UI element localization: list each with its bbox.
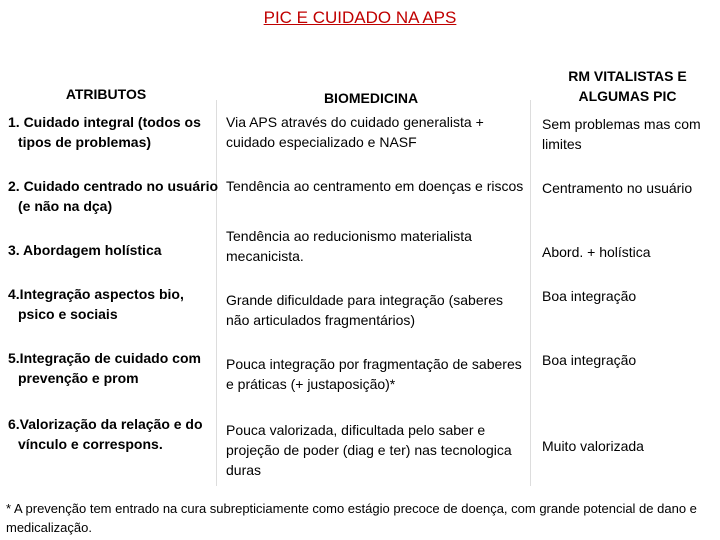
row-5-attribute: 5.Integração de cuidado com prevenção e prom bbox=[8, 350, 201, 386]
row-2-attribute: 2. Cuidado centrado no usuário (e não na dça) bbox=[8, 178, 219, 214]
row-6-attribute: 6.Valorização da relação e do vínculo e correspons. bbox=[8, 416, 203, 452]
row-1-vitalistas: Sem problemas mas com limites bbox=[542, 116, 701, 152]
row-2-biomedicina: Tendência ao centramento em doenças e riscos bbox=[226, 178, 524, 194]
header-atributos: ATRIBUTOS bbox=[65, 86, 147, 102]
row-1-attribute: 1. Cuidado integral (todos os tipos de problemas) bbox=[8, 114, 201, 150]
column-divider bbox=[530, 100, 531, 486]
header-rm-vitalistas: RM VITALISTAS E ALGUMAS PIC bbox=[568, 68, 687, 104]
row-5-vitalistas: Boa integração bbox=[542, 352, 637, 368]
page-title: PIC E CUIDADO NA APS bbox=[263, 8, 457, 27]
footnote: * A prevenção tem entrado na cura subrepticiamente como estágio precoce de doença, com grande potencial de dano e medicalização. bbox=[6, 501, 697, 535]
row-4-vitalistas: Boa integração bbox=[542, 288, 637, 304]
row-1-biomedicina: Via APS através do cuidado generalista + cuidado especializado e NASF bbox=[226, 114, 484, 150]
row-5-biomedicina: Pouca integração por fragmentação de saberes e práticas (+ justaposição)* bbox=[226, 356, 522, 392]
row-3-biomedicina: Tendência ao reducionismo materialista mecanicista. bbox=[226, 228, 472, 264]
row-3-vitalistas: Abord. + holística bbox=[542, 244, 651, 260]
row-4-attribute: 4.Integração aspectos bio, psico e sociais bbox=[8, 286, 184, 322]
header-biomedicina: BIOMEDICINA bbox=[323, 90, 419, 106]
row-6-vitalistas: Muito valorizada bbox=[542, 438, 644, 454]
row-3-attribute: 3. Abordagem holística bbox=[8, 242, 162, 258]
row-2-vitalistas: Centramento no usuário bbox=[542, 180, 693, 196]
row-4-biomedicina: Grande dificuldade para integração (saberes não articulados fragmentários) bbox=[226, 292, 504, 328]
row-6-biomedicina: Pouca valorizada, dificultada pelo saber e projeção de poder (diag e ter) nas tecnologica duras bbox=[226, 422, 512, 478]
